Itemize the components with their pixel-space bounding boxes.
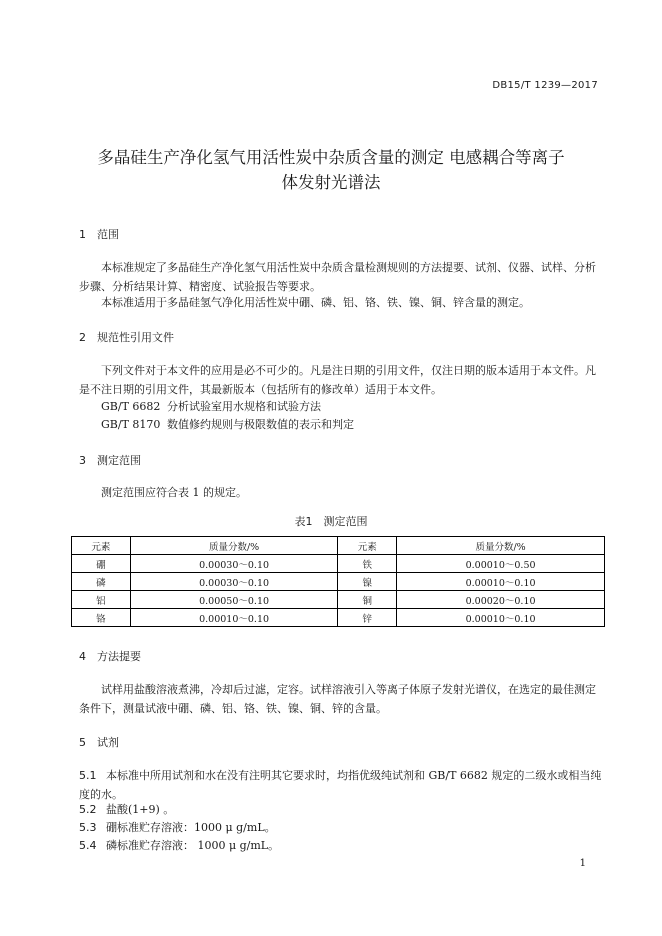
title-line-2: 体发射光谱法 [281,173,381,192]
value-cell: 0.00010～0.50 [397,555,605,573]
element-cell: 铁 [338,555,397,573]
column-header: 元素 [338,537,397,555]
value-cell: 0.00030～0.10 [130,573,338,591]
column-header: 质量分数/% [397,537,605,555]
subclause-number: 5.3 [79,821,97,834]
page-number: 1 [579,858,586,869]
reference-title: 分析试验室用水规格和试验方法 [167,400,321,413]
value-cell: 0.00030～0.10 [130,555,338,573]
section-title: 方法提要 [97,650,141,663]
section-heading-3 [79,452,141,468]
subclause-5-1 [79,766,603,804]
section-heading-2 [79,329,174,345]
section-title: 试剂 [97,736,119,749]
normative-reference [101,416,354,432]
subclause-5-4 [79,836,603,855]
section-heading-5 [79,734,119,750]
section-number: 1 [79,228,86,241]
document-title [60,145,602,195]
subclause-number: 5.2 [79,803,97,816]
subclause-text: 硼标准贮存溶液：1000 μ g/mL。 [106,821,276,834]
paragraph: 试样用盐酸溶液煮沸，冷却后过滤，定容。试样溶液引入等离子体原子发射光谱仪，在选定的最佳测定条件下，测量试液中硼、磷、铝、铬、铁、镍、铜、锌的含量。 [79,683,596,715]
subclause-text: 本标准中所用试剂和水在没有注明其它要求时，均指优级纯试剂和 GB/T 6682 规定的二级水或相当纯度的水。 [79,769,602,801]
subclause-5-3 [79,818,603,837]
element-cell: 铝 [72,591,131,609]
element-cell: 硼 [72,555,131,573]
column-header: 元素 [72,537,131,555]
table-row [72,591,605,609]
subclause-number: 5.1 [79,769,97,782]
value-cell: 0.00010～0.10 [130,609,338,627]
table-row [72,609,605,627]
subclause-text: 盐酸(1+9) 。 [106,803,175,816]
reference-code: GB/T 6682 [101,400,161,413]
reference-title: 数值修约规则与极限数值的表示和判定 [167,418,354,431]
paragraph: 本标准适用于多晶硅氢气净化用活性炭中硼、磷、铝、铬、铁、镍、铜、锌含量的测定。 [101,296,530,309]
section-title: 测定范围 [97,454,141,467]
value-cell: 0.00010～0.10 [397,609,605,627]
value-cell: 0.00020～0.10 [397,591,605,609]
normative-reference [101,398,321,414]
element-cell: 镍 [338,573,397,591]
section-number: 2 [79,331,86,344]
subclause-text: 磷标准贮存溶液： 1000 μ g/mL。 [106,839,280,852]
table-row [72,573,605,591]
paragraph: 测定范围应符合表 1 的规定。 [101,486,247,499]
element-cell: 锌 [338,609,397,627]
paragraph: 本标准规定了多晶硅生产净化氢气用活性炭中杂质含量检测规则的方法提要、试剂、仪器、试样、分析步骤、分析结果计算、精密度、试验报告等要求。 [79,261,596,293]
title-line-1: 多晶硅生产净化氢气用活性炭中杂质含量的测定 电感耦合等离子 [97,148,565,167]
subclause-number: 5.4 [79,839,97,852]
section-number: 3 [79,454,86,467]
measurement-range-table [71,536,605,627]
reference-code: GB/T 8170 [101,418,161,431]
subclause-5-2 [79,800,603,819]
table-header-row [72,537,605,555]
column-header: 质量分数/% [130,537,338,555]
value-cell: 0.00050～0.10 [130,591,338,609]
table-caption: 表1 测定范围 [294,515,368,528]
section-title: 范围 [97,228,119,241]
element-cell: 磷 [72,573,131,591]
standard-code: DB15/T 1239—2017 [492,80,598,91]
value-cell: 0.00010～0.10 [397,573,605,591]
paragraph: 下列文件对于本文件的应用是必不可少的。凡是注日期的引用文件，仅注日期的版本适用于本文件。凡是不注日期的引用文件，其最新版本（包括所有的修改单）适用于本文件。 [79,364,596,396]
section-number: 4 [79,650,86,663]
section-title: 规范性引用文件 [97,331,174,344]
section-number: 5 [79,736,86,749]
section-heading-1 [79,226,119,242]
element-cell: 铜 [338,591,397,609]
section-heading-4 [79,648,141,664]
table-row [72,555,605,573]
element-cell: 铬 [72,609,131,627]
